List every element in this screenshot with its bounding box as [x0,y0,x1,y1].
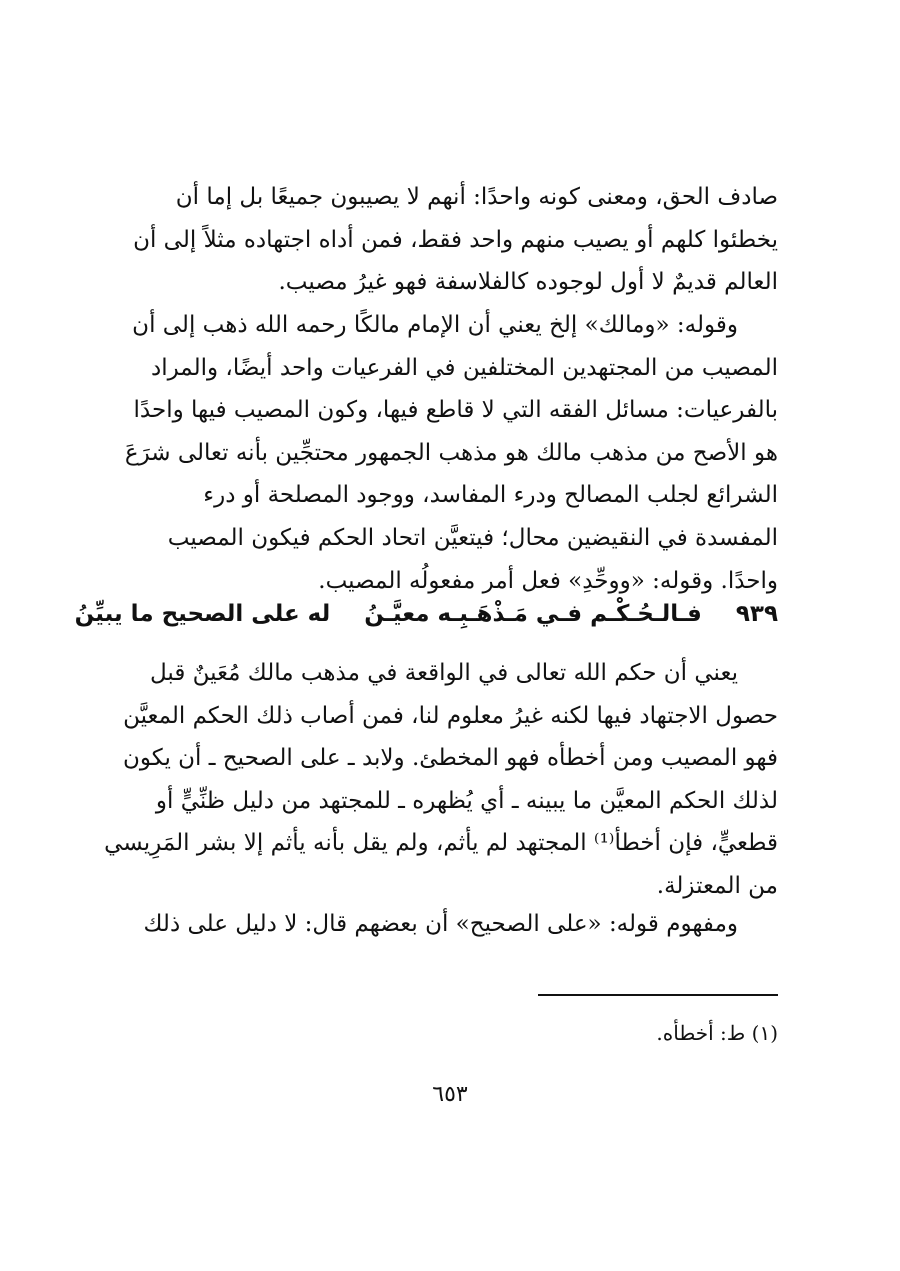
text-line: بالفرعيات: مسائل الفقه التي لا قاطع فيها، وكون المصيب فيها واحدًا [133,397,778,424]
text-line: من المعتزلة. [656,872,778,899]
verse-first-hemistich: فـالـحُـكْـم فـي مَـذْهَـبِـه معيَّـنُ [364,601,702,627]
text-line: صادف الحق، ومعنى كونه واحدًا: أنهم لا يصيبون جميعًا بل إما أن [175,184,778,210]
verse-number: ٩٣٩ [735,601,778,627]
paragraph-malik [123,304,778,602]
text-line: لذلك الحكم المعيَّن ما يبينه ـ أي يُظهره ـ للمجتهد من دليل ظنِّيٍّ أو [155,787,778,814]
text-line: العالم قديمٌ لا أول لوجوده كالفلاسفة فهو غيرُ مصيب. [278,269,778,296]
text-line: واحدًا. وقوله: «ووحِّدِ» فعل أمر مفعولُه المصيب. [318,567,778,594]
paragraph-continuation [123,176,778,304]
text-line: يخطئوا كلهم أو يصيب منهم واحد فقط، فمن أداه اجتهاده مثلاً إلى أن [133,226,778,253]
text-line: فهو المصيب ومن أخطأه فهو المخطئ. ولابد ـ على الصحيح ـ أن يكون [122,745,778,772]
footnote: (١) ط: أخطأه. [656,1021,778,1045]
text-line: المفسدة في النقيضين محال؛ فيتعيَّن اتحاد الحكم فيكون المصيب [167,524,778,551]
text-line: حصول الاجتهاد فيها لكنه غيرُ معلوم لنا، فمن أصاب ذلك الحكم المعيَّن [123,702,778,729]
paragraph-commentary [104,652,778,908]
text-line: ومفهوم قوله: «على الصحيح» أن بعضهم قال: لا دليل على ذلك [143,911,738,937]
verse-line [74,594,778,634]
footnote-divider [538,994,778,996]
verse-second-hemistich: له على الصحيح ما يبيِّنُ [74,601,331,627]
paragraph-mafhum [123,903,778,946]
text-line: المصيب من المجتهدين المختلفين في الفرعيات واحد أيضًا، والمراد [150,354,778,381]
text-line: هو الأصح من مذهب مالك هو مذهب الجمهور محتجِّين بأنه تعالى شرَعَ [124,439,778,466]
text-line: قطعيٍّ، فإن أخطأ⁽¹⁾ المجتهد لم يأثم، ولم يقل بأنه يأثم إلا بشر المَرِيسي [104,830,778,857]
text-line: وقوله: «ومالك» إلخ يعني أن الإمام مالكًا رحمه الله ذهب إلى أن [132,312,738,338]
text-line: الشرائع لجلب المصالح ودرء المفاسد، ووجود المصلحة أو درء [203,482,778,509]
text-line: يعني أن حكم الله تعالى في الواقعة في مذهب مالك مُعَينٌ قبل [149,660,738,686]
page-number: ٦٥٣ [432,1082,468,1107]
